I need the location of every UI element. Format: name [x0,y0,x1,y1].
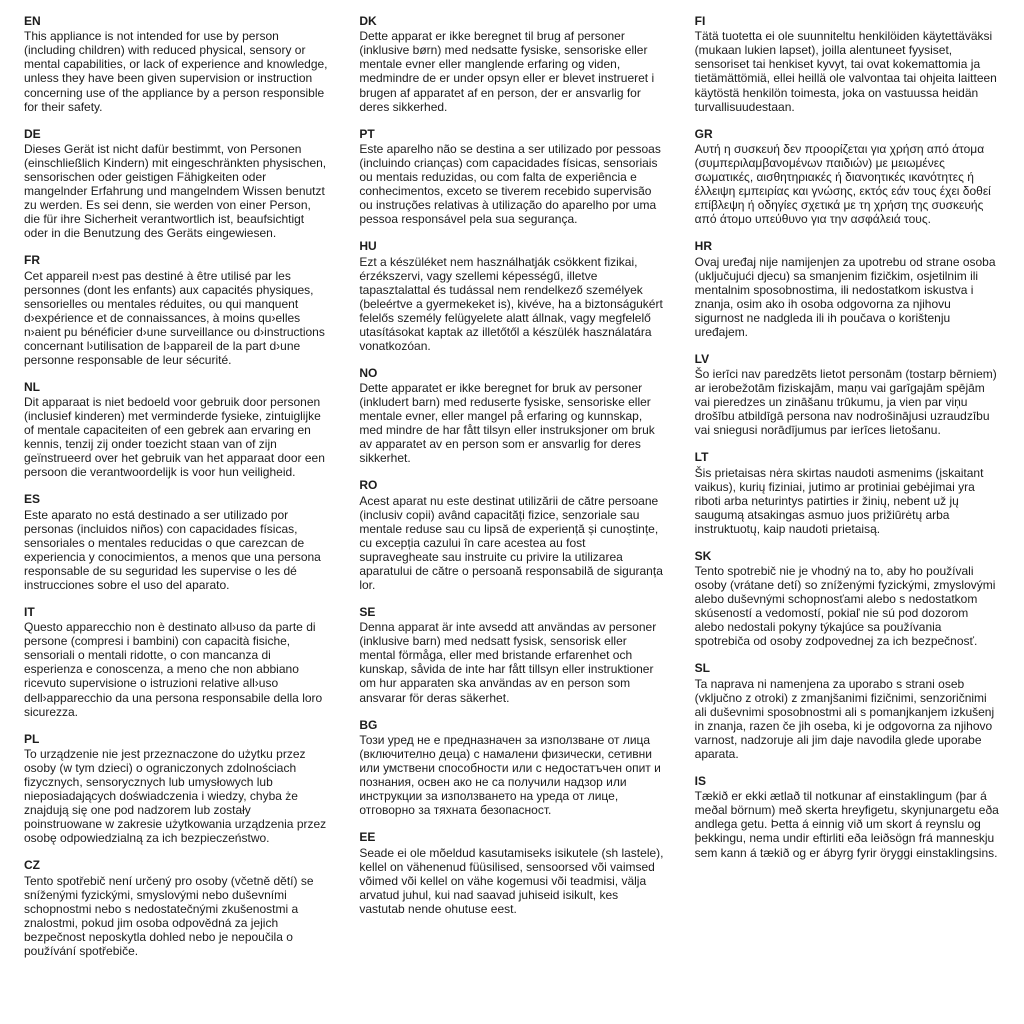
language-text-pt: Este aparelho não se destina a ser utilizado por pessoas (incluindo crianças) com capacidades físicas, sensoriais ou mentais reduzidas, ou com falta de experiência e conhecimentos, exceto se tiverem recebido supervisão ou instruções relativas à utilização do aparelho por uma pessoa responsável pela sua segurança. [359,141,661,227]
language-code-it: IT [24,604,35,619]
language-code-gr: GR [694,126,713,141]
language-code-hr: HR [694,239,712,254]
language-code-dk: DK [359,14,377,28]
language-text-ro: Acest aparat nu este destinat utilizării de către persoane (inclusiv copii) având capacități fizice, senzoriale sau mentale reduse sau cu lipsă de experiență și cunoștințe, cu excepția cazului în care acestea au fost supravegheate sau instruite cu privire la utilizarea aparatului de către o persoană responsabilă de siguranța lor. [359,493,663,592]
language-text-lv: Šo ierīci nav paredzēts lietot personām (tostarp bērniem) ar ierobežotām fiziskajām, maņu vai garīgajām spējām vai pieredzes un zināšanu trūkumu, ja vien par viņu drošību atbildīgā persona nav nodrošinājusi uzraudzību vai sniegusi norādījumus par ierīces lietošanu. [694,367,997,438]
language-text-lt: Šis prietaisas nėra skirtas naudoti asmenims (įskaitant vaikus), kurių fiziniai, jutimo ar protiniai gebėjimai yra riboti arba neturintys patirties ir žinių, nebent už jų saugumą atsakingas asmuo juos prižiūrėtų arba instruktuotų, kaip naudoti prietaisą. [694,465,984,536]
language-text-es: Este aparato no está destinado a ser utilizado por personas (incluidos niños) con capacidades físicas, sensoriales o mentales reducidas o que carezcan de experiencia y conocimientos, a menos que una persona responsable de su seguridad les supervise o les dé instrucciones sobre el uso del aparato. [24,507,321,592]
section-no [359,366,664,466]
language-text-cz: Tento spotřebič není určený pro osoby (včetně dětí) se sníženými fyzickými, smyslovými nebo duševními schopnostmi nebo s nedostatečnými zkušenostmi a znalostmi, pokud jim osoba odpovědná za jejich bezpečnost neposkytla dohled nebo je nepoučila o používání spotřebiče. [24,873,314,958]
language-text-de: Dieses Gerät ist nicht dafür bestimmt, von Personen (einschließlich Kindern) mit eingeschränkten physischen, sensorischen oder geistigen Fähigkeiten oder mangelnder Erfahrung und mangelndem Wissen benutzt zu werden. Es sei denn, sie werden von einer Person, die für ihre Sicherheit verantwortlich ist, beaufsichtigt oder in die Benutzung des Geräts eingewiesen. [24,141,327,241]
language-code-no: NO [359,365,378,380]
language-text-is: Tækið er ekki ætlað til notkunar af einstaklingum (þar á meðal börnum) með skerta hreyfigetu, skynjunargetu eða andlega getu. Þetta á einnig við um skort á reynslu og þekkingu, nema undir eftirliti eða leiðsögn frá manneskju sem kann á tækið og er ábyrg fyrir öryggi einstaklingsins. [694,789,999,860]
language-text-hu: Ezt a készüléket nem használhatják csökkent fizikai, érzékszervi, vagy szellemi képességű, illetve tapasztalattal és tudással nem rendelkező személyek (beleértve a gyermekeket is), kivéve, ha a biztonságukért felelős személy felügyelete alatt állnak, vagy megfelelő utasításokat kaptak az illetőtől a készülék használatára vonatkozóan. [359,254,663,353]
language-text-bg: Този уред не е предназначен за използване от лица (включително деца) с намалени физически, сетивни или умствени способности или с недостатъчен опит и познания, освен ако не са получили надзор или инструкции за използването на уреда от лице, отговорно за тяхната безопасност. [359,732,661,818]
language-code-hu: HU [359,239,377,254]
section-hu [359,239,664,353]
column-2 [359,14,664,1014]
language-code-de: DE [24,126,41,141]
language-text-hr: Ovaj uređaj nije namijenjen za upotrebu od strane osoba (uključujući djecu) sa smanjenim fizičkim, osjetilnim ili mentalnim sposobnostima, ili nedostatkom iskustva i znanja, osim ako ih osoba odgovorna za njihovu sigurnost ne nadgleda ili ih poučava o korištenju uređajem. [694,254,996,339]
section-lv [695,352,1000,438]
section-ee [359,830,664,916]
language-code-pt: PT [359,126,375,141]
language-code-se: SE [359,604,376,619]
language-code-cz: CZ [24,858,40,873]
section-hr [695,239,1000,339]
section-fr [24,253,329,367]
language-text-gr: Αυτή η συσκευή δεν προορίζεται για χρήση από άτομα (συμπεριλαμβανομένων παιδιών) με μειωμένες σωματικές, αισθητηριακές ή διανοητικές ικανότητες ή έλλειψη εμπειρίας και γνώσης, εκτός εάν τους έχει δοθεί επίβλεψη ή οδηγίες σχετικά με τη χρήση της συσκευής από άτομο υπεύθυνο για την ασφάλειά τους. [694,141,991,227]
section-de [24,127,329,241]
section-ro [359,478,664,592]
section-gr [695,127,1000,227]
language-code-pl: PL [24,731,40,746]
section-sl [695,661,1000,761]
language-text-sl: Ta naprava ni namenjena za uporabo s strani oseb (vključno z otroki) z zmanjšanimi fizičnimi, senzoričnimi ali duševnimi sposobnostmi ali s pomanjkanjem izkušenj in znanja, razen če jih oseba, ki je odgovorna za njihovo varnost, nadzoruje ali jim daje navodila glede uporabe aparata. [694,676,995,761]
language-code-es: ES [24,492,41,507]
language-code-en: EN [24,14,41,28]
column-1 [24,14,329,1014]
language-code-fi: FI [694,14,706,28]
section-en [24,14,329,114]
column-3 [695,14,1000,1014]
language-text-it: Questo apparecchio non è destinato all›uso da parte di persone (compresi i bambini) con capacità fisiche, sensoriali o mentali ridotte, o con mancanza di esperienza e conoscenza, a meno che non abbiano ricevuto supervisione o istruzioni relative all›uso dell›apparecchio da una persona responsabile della loro sicurezza. [24,620,323,719]
section-it [24,605,329,719]
section-fi [695,14,1000,114]
language-text-pl: To urządzenie nie jest przeznaczone do użytku przez osoby (w tym dzieci) o ograniczonych zdolnościach fizycznych, sensorycznych lub umysłowych lub nieposiadających doświadczenia i wiedzy, chyba że znajdują się one pod nadzorem lub zostały poinstruowane w zakresie użytkowania urządzenia przez osobę odpowiedzialną za ich bezpieczeństwo. [24,746,327,846]
section-sk [695,549,1000,649]
language-text-en: This appliance is not intended for use by person (including children) with reduced physical, sensory or mental capabilities, or lack of experience and knowledge, unless they have been given supervision or instruction concerning use of the appliance by a person responsible for their safety. [24,29,328,114]
language-code-sk: SK [694,548,712,563]
section-dk [359,14,664,114]
language-code-ee: EE [359,830,376,845]
section-is [695,774,1000,860]
language-text-fi: Tätä tuotetta ei ole suunniteltu henkilöiden käytettäväksi (mukaan lukien lapset), joilla alentuneet fyysiset, sensoriset tai henkiset kyvyt, tai ovat kokemattomia ja tietämättömiä, ellei heillä ole valvontaa tai ohjeita laitteen käytöstä henkilön toimesta, joka on vastuussa heidän turvallisuudestaan. [694,29,997,114]
language-text-nl: Dit apparaat is niet bedoeld voor gebruik door personen (inclusief kinderen) met verminderde fysieke, zintuiglijke of mentale capaciteiten of een gebrek aan ervaring en kennis, tenzij zij onder toezicht staan van of zijn geïnstrueerd over het gebruik van het apparaat door een persoon die verantwoordelijk is voor hun veiligheid. [24,395,325,480]
section-pt [359,127,664,227]
section-se [359,605,664,705]
language-code-sl: SL [694,661,710,676]
section-cz [24,858,329,958]
language-text-sk: Tento spotrebič nie je vhodný na to, aby ho používali osoby (vrátane detí) so zníženými fyzickými, zmyslovými alebo duševnými schopnosťami alebo s nedostatkom skúseností a vedomostí, pokiaľ nie sú pod dozorom alebo nedostali pokyny týkajúce sa používania spotrebiča od osoby zodpovednej za ich bezpečnosť. [694,564,996,649]
section-bg [359,718,664,818]
section-lt [695,450,1000,536]
language-code-ro: RO [359,478,378,493]
language-text-no: Dette apparatet er ikke beregnet for bruk av personer (inkludert barn) med reduserte fysiske, sensoriske eller mentale evner, eller mangel på erfaring og kunnskap, med mindre de har fått tilsyn eller instruksjoner om bruk av apparatet av en person som er ansvarlig for deres sikkerhet. [359,381,655,466]
language-code-bg: BG [359,717,378,732]
language-code-nl: NL [24,379,40,394]
language-text-ee: Seade ei ole mõeldud kasutamiseks isikutele (sh lastele), kellel on vähenenud füüsilised, sensoorsed või vaimsed võimed või kellel on vähe kogemusi või teadmisi, välja arvatud juhul, kui nad saavad juhiseid isikult, kes vastutab nende ohutuse eest. [359,845,664,916]
section-nl [24,380,329,480]
language-code-fr: FR [24,253,40,268]
section-es [24,492,329,592]
language-text-fr: Cet appareil n›est pas destiné à être utilisé par les personnes (dont les enfants) aux capacités physiques, sensorielles ou mentales réduites, ou qui manquent d›expérience et de connaissances, à moins qu›elles n›aient pu bénéficier d›une surveillance ou d›instructions concernant l›utilisation de l›appareil de la part d›une personne responsable de leur sécurité. [24,268,325,367]
language-code-lt: LT [694,450,709,465]
language-code-is: IS [694,773,706,788]
section-pl [24,732,329,846]
language-code-lv: LV [694,351,710,366]
language-text-dk: Dette apparat er ikke beregnet til brug af personer (inklusive børn) med nedsatte fysiske, sensoriske eller mentale evner eller manglende erfaring og viden, medmindre de er under opsyn eller er blevet instrueret i brugen af apparatet af en person, der er ansvarlig for deres sikkerhed. [359,29,655,114]
language-text-se: Denna apparat är inte avsedd att användas av personer (inklusive barn) med nedsatt fysisk, sensorisk eller mental förmåga, eller med bristande erfarenhet och kunskap, såvida de inte har fått tillsyn eller instruktioner om hur apparaten ska användas av en person som ansvarar för deras säkerhet. [359,620,657,705]
